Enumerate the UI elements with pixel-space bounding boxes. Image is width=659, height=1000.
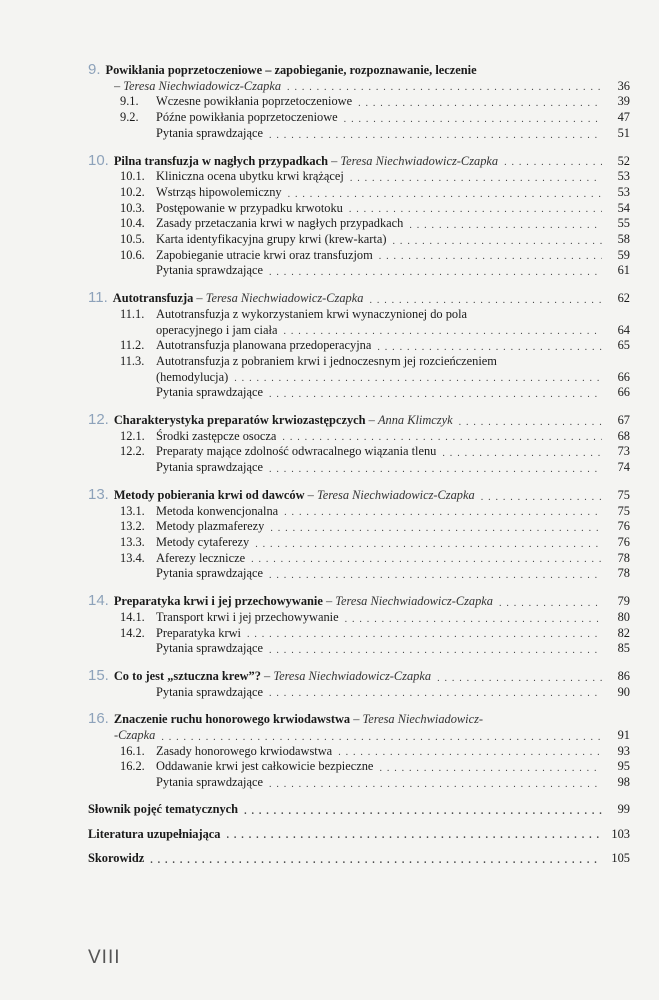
- subentry-text: [156, 775, 263, 791]
- page-ref: 66: [617, 369, 630, 384]
- chapter-author: Teresa Niechwiadowicz-Czapka: [340, 153, 499, 168]
- page-ref: 82: [617, 625, 630, 640]
- dot-leader: [269, 645, 602, 657]
- chapter-heading: [88, 593, 493, 610]
- toc-chapter: [88, 593, 630, 657]
- dot-leader: [234, 373, 602, 385]
- toc-subentry: [88, 610, 630, 626]
- subentry-code: 9.1.: [120, 94, 139, 109]
- subentry-label: Środki zastępcze osocza: [156, 428, 277, 443]
- dot-leader: [350, 173, 602, 185]
- dot-leader: [379, 763, 602, 775]
- chapter-heading-continuation: [88, 728, 630, 744]
- subentry-label: Preparaty mające zdolność odwracalnego wiązania tlenu: [156, 444, 437, 459]
- page-ref: 53: [617, 169, 630, 184]
- subentry-label: Metody plazmaferezy: [156, 519, 265, 534]
- chapter-number: 14.: [88, 593, 109, 610]
- page-ref: 86: [617, 668, 630, 683]
- dot-leader: [269, 688, 602, 700]
- chapter-number: 9.: [88, 62, 101, 78]
- subentry-code: 10.4.: [120, 216, 145, 231]
- author-separator: –: [327, 153, 341, 168]
- chapter-author: Teresa Niechwiadowicz-: [362, 712, 484, 727]
- subentry-text: [120, 201, 343, 217]
- subentry-text: [120, 338, 371, 354]
- subentry-label: Pytania sprawdzające: [156, 684, 263, 699]
- subentry-label: Oddawanie krwi jest całkowicie bezpieczne: [156, 759, 374, 774]
- dot-leader: [409, 220, 602, 232]
- subentry-text: [120, 626, 241, 642]
- chapter-heading: [88, 668, 431, 685]
- subentry-label: Aferezy lecznicze: [156, 550, 246, 565]
- toc-chapter: [88, 153, 630, 280]
- subentry-code: 10.3.: [120, 200, 145, 215]
- toc-subentry: [88, 519, 630, 535]
- toc-subentry: [88, 535, 630, 551]
- subentry-text: [156, 460, 263, 476]
- subentry-label: Pytania sprawdzające: [156, 385, 263, 400]
- subentry-code: 10.6.: [120, 247, 145, 262]
- subentry-text: [156, 641, 263, 657]
- subentry-label-continuation: operacyjnego i jam ciała: [156, 322, 278, 337]
- toc-chapter: [88, 487, 630, 582]
- toc-subentry: [88, 338, 630, 354]
- dot-leader: [349, 204, 602, 216]
- toc-chapter: [88, 412, 630, 476]
- author-separator: –: [350, 712, 363, 727]
- subentry-text: [156, 263, 263, 279]
- dot-leader: [338, 747, 602, 759]
- subentry-code: 11.3.: [120, 353, 145, 368]
- subentry-label: Autotransfuzja z wykorzystaniem krwi wynaczynionej do pola: [156, 306, 468, 321]
- page-ref: 76: [617, 519, 630, 534]
- chapter-heading-row: [88, 290, 630, 307]
- toc-section: [88, 827, 630, 843]
- page-ref: 52: [617, 153, 630, 168]
- subentry-code: 16.1.: [120, 743, 145, 758]
- subentry-label: Autotransfuzja planowana przedoperacyjna: [156, 338, 372, 353]
- page-ref: 75: [617, 503, 630, 518]
- page-ref: 79: [617, 594, 630, 609]
- toc-subentry: [88, 232, 630, 248]
- dot-leader: [379, 251, 602, 263]
- subentry-text: [120, 94, 352, 110]
- subentry-text: [120, 169, 344, 185]
- chapter-title: Pilna transfuzja w nagłych przypadkach: [113, 153, 328, 168]
- page-ref: 73: [617, 444, 630, 459]
- toc-subentry: [88, 775, 630, 791]
- subentry-label: Późne powikłania poprzetoczeniowe: [156, 110, 338, 125]
- dot-leader: [150, 855, 602, 867]
- dot-leader: [283, 326, 602, 338]
- page-ref: 91: [617, 728, 630, 743]
- toc-subentry: [88, 641, 630, 657]
- chapter-author: Teresa Niechwiadowicz-Czapka: [316, 487, 475, 502]
- toc-subentry: [88, 551, 630, 567]
- subentry-code: 11.1.: [120, 306, 145, 321]
- dot-leader: [255, 539, 602, 551]
- toc-subentry: [88, 354, 630, 370]
- chapter-number: 10.: [88, 152, 109, 169]
- subentry-label: Karta identyfikacyjna grupy krwi (krew-karta): [156, 232, 387, 247]
- toc-subentry: [88, 126, 630, 142]
- subentry-text: [120, 429, 276, 445]
- subentry-text: [156, 566, 263, 582]
- subentry-text: [120, 444, 436, 460]
- chapter-author: Teresa Niechwiadowicz-Czapka: [335, 594, 493, 609]
- subentry-text: [156, 685, 263, 701]
- table-of-contents: [88, 62, 630, 876]
- subentry-text: [120, 185, 282, 201]
- subentry-label: Preparatyka krwi: [156, 625, 241, 640]
- toc-subentry: [88, 685, 630, 701]
- subentry-code: 13.3.: [120, 534, 145, 549]
- subentry-text: [120, 610, 339, 626]
- subentry-code: 9.2.: [120, 110, 139, 125]
- chapter-heading: [88, 290, 363, 307]
- subentry-code: 10.5.: [120, 232, 145, 247]
- dot-leader: [377, 342, 602, 354]
- page-ref: 85: [617, 641, 630, 656]
- toc-subentry: [88, 444, 630, 460]
- dot-leader: [269, 389, 602, 401]
- toc-subentry: [88, 744, 630, 760]
- page-ref: 103: [611, 826, 630, 841]
- chapter-title: Charakterystyka preparatów krwiozastępczych: [113, 413, 366, 428]
- chapter-title: Autotransfuzja: [112, 291, 194, 306]
- chapter-heading: [88, 711, 483, 728]
- page-ref: 61: [617, 263, 630, 278]
- page-ref: 75: [617, 487, 630, 502]
- page-ref: 90: [617, 684, 630, 699]
- chapter-number: 15.: [88, 667, 109, 684]
- page-ref: 98: [617, 775, 630, 790]
- dot-leader: [344, 114, 602, 126]
- page-ref: 68: [617, 428, 630, 443]
- subentry-label: Pytania sprawdzające: [156, 641, 263, 656]
- dot-leader: [437, 673, 602, 685]
- subentry-label: Zapobieganie utracie krwi oraz transfuzjom: [156, 247, 373, 262]
- subentry-label: Pytania sprawdzające: [156, 460, 263, 475]
- subentry-code: 14.1.: [120, 609, 145, 624]
- toc-subentry: [88, 248, 630, 264]
- dot-leader: [270, 523, 602, 535]
- subentry-label: Pytania sprawdzające: [156, 775, 263, 790]
- dot-leader: [244, 806, 602, 818]
- subentry-label: Kliniczna ocena ubytku krwi krążącej: [156, 169, 344, 184]
- dot-leader: [393, 236, 602, 248]
- toc-subentry: [88, 216, 630, 232]
- toc-subentry: [88, 504, 630, 520]
- page-ref: 64: [617, 322, 630, 337]
- subentry-label: Pytania sprawdzające: [156, 566, 263, 581]
- chapter-heading-row: [88, 153, 630, 170]
- chapter-author: Teresa Niechwiadowicz-Czapka: [205, 291, 364, 306]
- dot-leader: [288, 189, 602, 201]
- subentry-label: Metody cytaferezy: [156, 534, 250, 549]
- toc-chapter: [88, 290, 630, 401]
- author-separator: –: [365, 413, 378, 428]
- page-ref: 66: [617, 385, 630, 400]
- page-ref: 78: [617, 566, 630, 581]
- subentry-text: [120, 307, 467, 323]
- page-ref: 36: [617, 78, 630, 93]
- author-separator: –: [260, 668, 274, 683]
- dot-leader: [282, 432, 602, 444]
- subentry-code: 14.2.: [120, 625, 145, 640]
- page-ref: 54: [617, 200, 630, 215]
- subentry-text: [120, 759, 373, 775]
- subentry-text: [120, 110, 338, 126]
- page-ref: 65: [617, 338, 630, 353]
- dot-leader: [269, 130, 602, 142]
- page-ref: 99: [617, 801, 630, 816]
- chapter-heading-row: [88, 593, 630, 610]
- toc-subentry: [88, 759, 630, 775]
- subentry-text: [156, 126, 263, 142]
- page-ref: 95: [617, 759, 630, 774]
- subentry-text: [120, 504, 278, 520]
- toc-subentry: [88, 263, 630, 279]
- toc-subentry: [88, 201, 630, 217]
- toc-subentry: [88, 429, 630, 445]
- page-ref: 53: [617, 184, 630, 199]
- toc-subentry: [88, 307, 630, 323]
- toc-chapter: [88, 668, 630, 700]
- chapter-number: 12.: [88, 412, 109, 429]
- dot-leader: [345, 614, 602, 626]
- dot-leader: [284, 507, 602, 519]
- page-ref: 62: [617, 291, 630, 306]
- page-ref: 105: [611, 851, 630, 866]
- subentry-text: [120, 216, 403, 232]
- section-label: Skorowidz: [88, 851, 145, 866]
- chapter-author-continuation: – Teresa Niechwiadowicz-Czapka: [114, 78, 282, 93]
- toc-chapter: [88, 711, 630, 791]
- dot-leader: [269, 464, 602, 476]
- subentry-code: 13.4.: [120, 550, 145, 565]
- section-label: Słownik pojęć tematycznych: [88, 801, 239, 816]
- chapter-heading-row: [88, 487, 630, 504]
- dot-leader: [459, 417, 602, 429]
- dot-leader: [481, 492, 602, 504]
- chapter-author-continuation: -Czapka: [114, 728, 156, 743]
- subentry-code: 12.1.: [120, 428, 145, 443]
- subentry-continuation: [88, 370, 630, 386]
- page-ref: 74: [617, 460, 630, 475]
- dot-leader: [269, 779, 602, 791]
- page-number: VIII: [88, 947, 121, 968]
- page-ref: 76: [617, 534, 630, 549]
- chapter-heading-continuation: [88, 79, 630, 95]
- dot-leader: [227, 830, 603, 842]
- page-ref: 39: [617, 94, 630, 109]
- dot-leader: [251, 554, 602, 566]
- subentry-code: 16.2.: [120, 759, 145, 774]
- author-separator: –: [322, 594, 336, 609]
- toc-section: [88, 802, 630, 818]
- subentry-text: [120, 744, 332, 760]
- dot-leader: [269, 267, 602, 279]
- chapter-heading: [88, 487, 475, 504]
- subentry-text: [120, 232, 387, 248]
- toc-subentry: [88, 566, 630, 582]
- page-ref: 67: [617, 413, 630, 428]
- subentry-label: Zasady przetaczania krwi w nagłych przypadkach: [156, 216, 404, 231]
- page-ref: 58: [617, 232, 630, 247]
- subentry-code: 11.2.: [120, 338, 145, 353]
- dot-leader: [369, 295, 602, 307]
- chapter-title: Znaczenie ruchu honorowego krwiodawstwa: [113, 712, 351, 727]
- page-ref: 80: [617, 609, 630, 624]
- dot-leader: [287, 82, 602, 94]
- chapter-number: 16.: [88, 711, 109, 728]
- chapter-title: Preparatyka krwi i jej przechowywanie: [113, 594, 323, 609]
- author-separator: –: [304, 487, 317, 502]
- subentry-label: Pytania sprawdzające: [156, 125, 263, 140]
- chapter-author: Anna Klimczyk: [377, 413, 453, 428]
- subentry-code: 13.1.: [120, 503, 145, 518]
- chapter-heading-row: [88, 412, 630, 429]
- subentry-text: [120, 248, 373, 264]
- subentry-label: Transport krwi i jej przechowywanie: [156, 609, 339, 624]
- subentry-label: Pytania sprawdzające: [156, 263, 263, 278]
- subentry-text: [120, 535, 249, 551]
- toc-subentry: [88, 626, 630, 642]
- subentry-label: Metoda konwencjonalna: [156, 503, 279, 518]
- subentry-code: 12.2.: [120, 444, 145, 459]
- subentry-text: [156, 385, 263, 401]
- subentry-label: Postępowanie w przypadku krwotoku: [156, 200, 343, 215]
- page-ref: 55: [617, 216, 630, 231]
- chapter-number: 11.: [88, 290, 108, 307]
- dot-leader: [442, 448, 602, 460]
- chapter-title: Co to jest „sztuczna krew”?: [113, 668, 261, 683]
- chapter-heading: [88, 62, 477, 79]
- toc-subentry: [88, 385, 630, 401]
- subentry-text: [120, 519, 264, 535]
- chapter-heading-row: [88, 668, 630, 685]
- dot-leader: [161, 732, 602, 744]
- page-ref: 47: [617, 110, 630, 125]
- subentry-code: 10.1.: [120, 169, 145, 184]
- subentry-continuation: [88, 323, 630, 339]
- page-ref: 78: [617, 550, 630, 565]
- chapter-heading: [88, 412, 453, 429]
- toc-subentry: [88, 185, 630, 201]
- toc-subentry: [88, 169, 630, 185]
- toc-subentry: [88, 460, 630, 476]
- dot-leader: [499, 598, 602, 610]
- author-separator: –: [193, 291, 206, 306]
- dot-leader: [269, 570, 602, 582]
- chapter-heading: [88, 153, 498, 170]
- chapter-heading-row: [88, 62, 630, 79]
- subentry-code: 13.2.: [120, 519, 145, 534]
- page-ref: 51: [617, 125, 630, 140]
- page-ref: 93: [617, 743, 630, 758]
- dot-leader: [358, 98, 602, 110]
- subentry-code: 10.2.: [120, 184, 145, 199]
- subentry-label: Zasady honorowego krwiodawstwa: [156, 743, 333, 758]
- chapter-number: 13.: [88, 486, 109, 503]
- toc-subentry: [88, 94, 630, 110]
- dot-leader: [247, 629, 602, 641]
- chapter-author: Teresa Niechwiadowicz-Czapka: [273, 668, 432, 683]
- subentry-label-continuation: (hemodylucja): [156, 369, 229, 384]
- dot-leader: [504, 157, 602, 169]
- subentry-label: Autotransfuzja z pobraniem krwi i jednoczesnym jej rozcieńczeniem: [156, 353, 497, 368]
- subentry-label: Wstrząs hipowolemiczny: [156, 184, 282, 199]
- toc-chapter: [88, 62, 630, 142]
- toc-section: [88, 851, 630, 867]
- subentry-label: Wczesne powikłania poprzetoczeniowe: [156, 94, 353, 109]
- chapter-title: Powikłania poprzetoczeniowe – zapobieganie, rozpoznawanie, leczenie: [105, 63, 477, 77]
- subentry-text: [120, 551, 245, 567]
- chapter-heading-row: [88, 711, 630, 728]
- toc-subentry: [88, 110, 630, 126]
- subentry-text: [120, 354, 497, 370]
- chapter-title: Metody pobierania krwi od dawców: [113, 487, 305, 502]
- section-label: Literatura uzupełniająca: [88, 826, 221, 841]
- page-ref: 59: [617, 247, 630, 262]
